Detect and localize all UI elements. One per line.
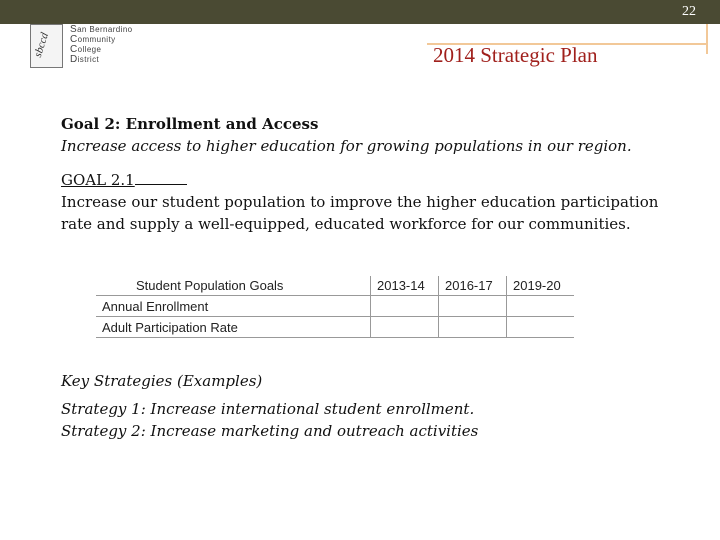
- logo-line: San Bernardino: [70, 24, 133, 35]
- logo-seal-icon: [30, 24, 63, 68]
- table-cell: [439, 317, 507, 338]
- goal-section: [61, 113, 691, 235]
- accent-line-vertical: [706, 24, 708, 54]
- goal-title: Goal 2: Enrollment and Access: [61, 115, 319, 133]
- table-cell: [439, 296, 507, 317]
- goal-number-text: GOAL 2.1: [61, 171, 135, 189]
- logo-wordmark: [70, 25, 133, 65]
- table-cell: [371, 317, 439, 338]
- table-header: 2013-14: [371, 276, 439, 296]
- logo-seal-text: sbccd: [31, 31, 52, 59]
- table-row: [96, 296, 574, 317]
- table-header: 2016-17: [439, 276, 507, 296]
- table-header: Student Population Goals: [96, 276, 371, 296]
- table-header: 2019-20: [507, 276, 575, 296]
- page-number: 22: [682, 4, 696, 19]
- strategy-item: Strategy 2: Increase marketing and outreach activities: [61, 422, 479, 440]
- top-bar: [0, 0, 720, 24]
- table-cell: Adult Participation Rate: [96, 317, 371, 338]
- table-cell: [507, 317, 575, 338]
- logo-line: Community: [70, 34, 116, 45]
- table-cell: Annual Enrollment: [96, 296, 371, 317]
- logo-line: College: [70, 44, 102, 55]
- key-strategies: [61, 370, 478, 442]
- logo-line: District: [70, 54, 100, 65]
- goal-number: [61, 169, 691, 191]
- plan-title: 2014 Strategic Plan: [433, 43, 598, 67]
- district-logo: [30, 24, 148, 69]
- strategies-heading: Key Strategies (Examples): [61, 372, 263, 390]
- strategy-item: Strategy 1: Increase international student enrollment.: [61, 400, 475, 418]
- goal-body: Increase our student population to improve the higher education participation rate and supply a well-equipped, educated workforce for our communities.: [61, 193, 659, 233]
- table-cell: [507, 296, 575, 317]
- goal-description: Increase access to higher education for growing populations in our region.: [61, 137, 632, 155]
- table-row: [96, 317, 574, 338]
- table-cell: [371, 296, 439, 317]
- table-header-row: [96, 276, 574, 296]
- population-goals-table: [96, 276, 574, 338]
